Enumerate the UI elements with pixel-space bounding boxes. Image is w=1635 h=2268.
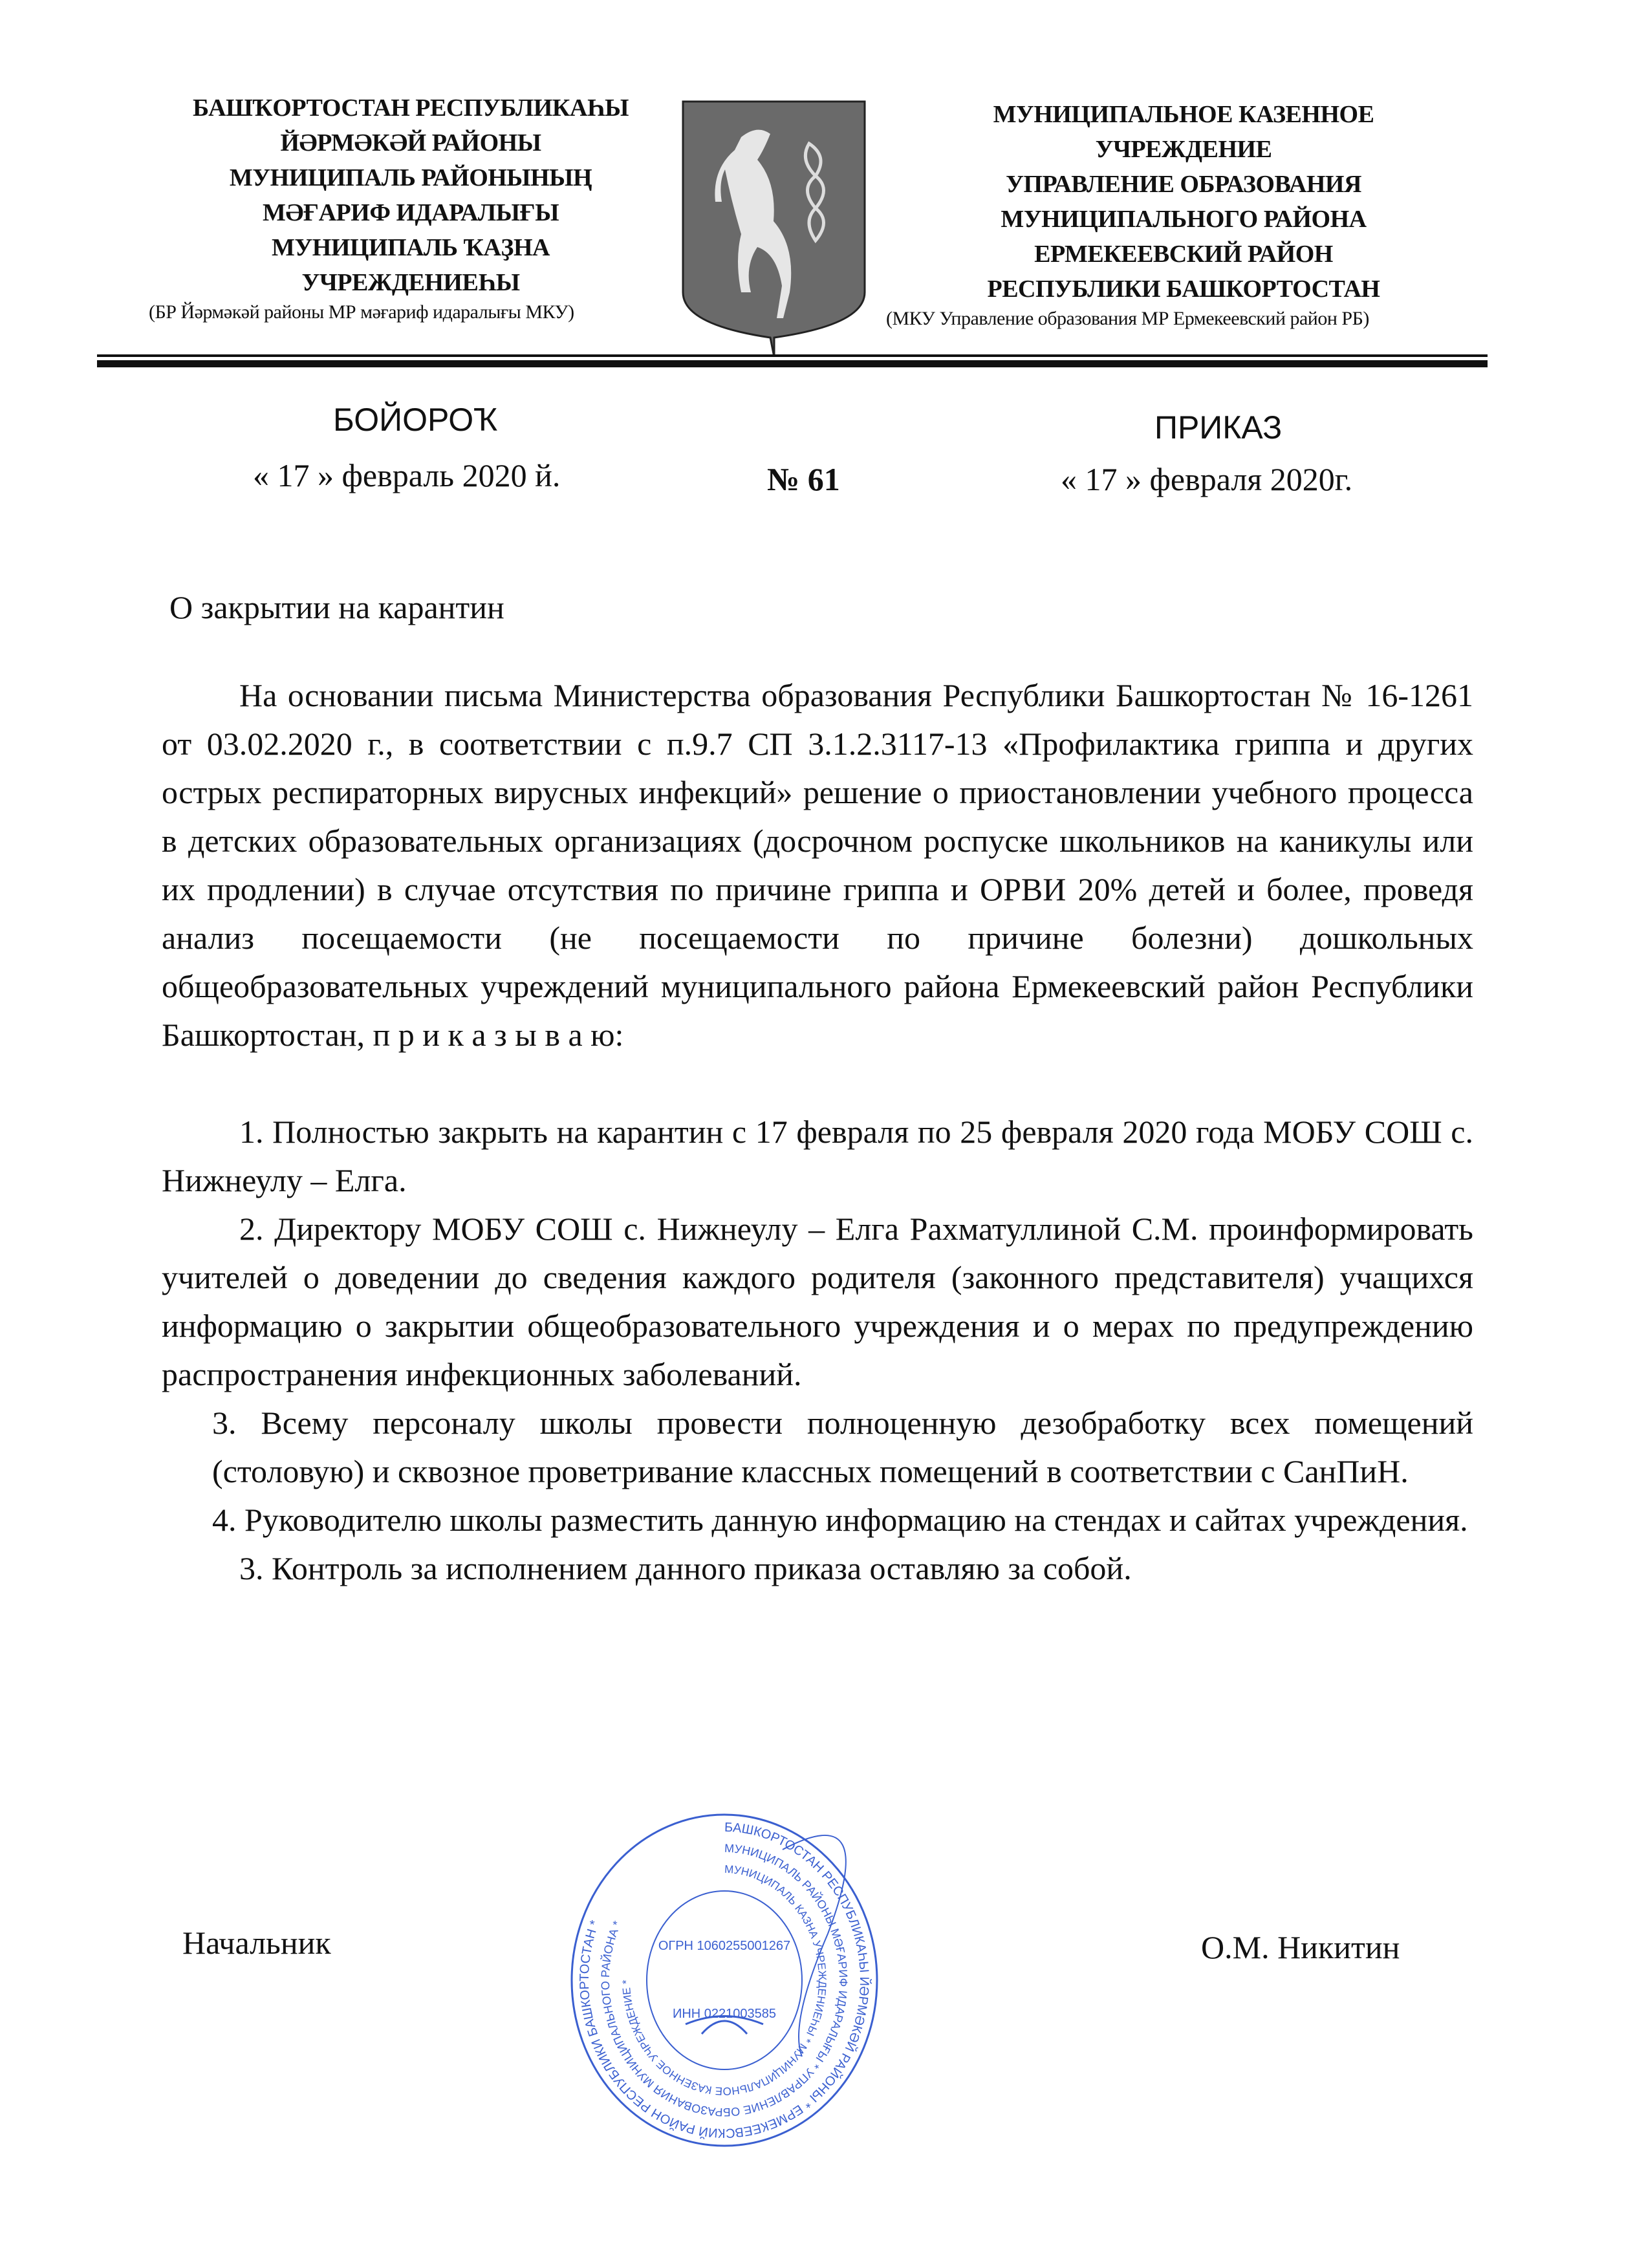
- order-item: 1. Полностью закрыть на карантин с 17 февраля по 25 февраля 2020 года МОБУ СОШ с. Нижнеулу – Елга.: [162, 1114, 1473, 1198]
- header-line: МУНИЦИПАЛЬНОЕ КАЗЕННОЕ: [993, 101, 1374, 128]
- order-item: 3. Всему персоналу школы провести полноценную дезобработку всех помещений (столовую) и сквозное проветривание классных помещений в соответствии с СанПиН.: [212, 1405, 1473, 1489]
- header-rule-thick: [97, 360, 1488, 367]
- svg-text:МУНИЦИПАЛЬ РАЙОНЫ МӘҒАРИФ ИДАР: [599, 1842, 850, 2119]
- header-rule-thin: [97, 354, 1488, 357]
- order-item: 3. Контроль за исполнением данного приказа оставляю за собой.: [239, 1550, 1132, 1586]
- order-date-ru: « 17 » февраля 2020г.: [1061, 461, 1353, 497]
- signatory-position: Начальник: [182, 1925, 331, 1961]
- header-line: МУНИЦИПАЛЬ ҠАҘНА: [272, 234, 550, 261]
- order-item: 4. Руководителю школы разместить данную информацию на стендах и сайтах учреждения.: [212, 1502, 1468, 1538]
- header-line: ЕРМЕКЕЕВСКИЙ РАЙОН: [1034, 241, 1333, 268]
- header-line: ЙӘРМӘКӘЙ РАЙОНЫ: [280, 129, 541, 157]
- header-line: МӘҒАРИФ ИДАРАЛЫҒЫ: [262, 199, 559, 226]
- header-line: УЧРЕЖДЕНИЕҺЫ: [301, 269, 520, 296]
- stamp-outer-text: БАШКОРТОСТАН РЕСПУБЛИКАҺЫ ЙӘРМӘКӘЙ РАЙОНЫ * ЕРМЕКЕЕВСКИЙ РАЙОН РЕСПУБЛИКИ БАШКОРТОСТАН *: [577, 1820, 871, 2141]
- header-line: МУНИЦИПАЛЬ РАЙОНЫНЫҢ: [229, 164, 592, 191]
- order-title-ba: БОЙОРОҠ: [333, 402, 498, 438]
- stamp-ogrn: ОГРН 1060255001267: [658, 1939, 791, 1953]
- order-item: 2. Директору МОБУ СОШ с. Нижнеулу – Елга Рахматуллиной С.М. проинформировать учителей о доведении до сведения каждого родителя (законного представителя) учащихся информацию о закрытии общеобразовательного учреждения и о мерах по предупреждению распространения инфекционных заболеваний.: [162, 1211, 1473, 1392]
- signatory-name: О.М. Никитин: [1201, 1929, 1400, 1965]
- order-body: [162, 671, 1473, 1593]
- order-title-ru: ПРИКАЗ: [1154, 409, 1283, 446]
- header-left-ba: [149, 91, 673, 325]
- header-short-name: (МКУ Управление образования МР Ермекеевский район РБ): [886, 308, 1369, 329]
- header-line: УПРАВЛЕНИЕ ОБРАЗОВАНИЯ: [1006, 171, 1361, 198]
- order-subject: О закрытии на карантин: [169, 589, 504, 625]
- official-stamp: [569, 1811, 880, 2147]
- header-right-ru: [886, 97, 1481, 331]
- header-short-name: (БР Йәрмәкәй районы МР мәғариф идаралығы МКУ): [149, 301, 574, 323]
- stamp-inner-text: МУНИЦИПАЛЬ КАЗНА УЧРЕЖДЕНИЕҺЫ * МУНИЦИПАЛЬНОЕ КАЗЕННОЕ УЧРЕЖДЕНИЕ *: [620, 1863, 829, 2098]
- svg-text:МУНИЦИПАЛЬ КАЗНА УЧРЕЖДЕНИЕҺЫ: [620, 1863, 828, 2097]
- header-line: МУНИЦИПАЛЬНОГО РАЙОНА: [1001, 206, 1367, 233]
- preamble: На основании письма Министерства образования Республики Башкортостан № 16-1261 от 03.02.2020 г., в соответствии с п.9.7 СП 3.1.2.3117-13 «Профилактика гриппа и других острых респираторных вирусных инфекций» решение о приостановлении учебного процесса в детских образовательных организациях (досрочном роспуске школьников на каникулы или их продлении) в случае отсутствия по причине гриппа и ОРВИ 20% детей и более, проведя анализ посещаемости (не посещаемости по причине болезни) дошкольных общеобразовательных учреждений муниципального района Ермекеевский район Республики Башкортостан, п р и к а з ы в а ю:: [162, 677, 1473, 1053]
- order-date-ba: « 17 » февраль 2020 й.: [253, 457, 561, 493]
- coat-of-arms-emblem: [680, 98, 868, 357]
- header-line: УЧРЕЖДЕНИЕ: [1095, 136, 1272, 163]
- header-line: БАШҠОРТОСТАН РЕСПУБЛИКАҺЫ: [193, 94, 629, 122]
- header-line: РЕСПУБЛИКИ БАШКОРТОСТАН: [987, 275, 1380, 303]
- stamp-inn: ИНН 0221003585: [672, 2007, 777, 2021]
- order-number: № 61: [767, 461, 840, 497]
- stamp-middle-text: МУНИЦИПАЛЬ РАЙОНЫ МӘҒАРИФ ИДАРАЛЫҒЫ * УПРАВЛЕНИЕ ОБРАЗОВАНИЯ МУНИЦИПАЛЬНОГО РАЙОНА *: [598, 1841, 850, 2119]
